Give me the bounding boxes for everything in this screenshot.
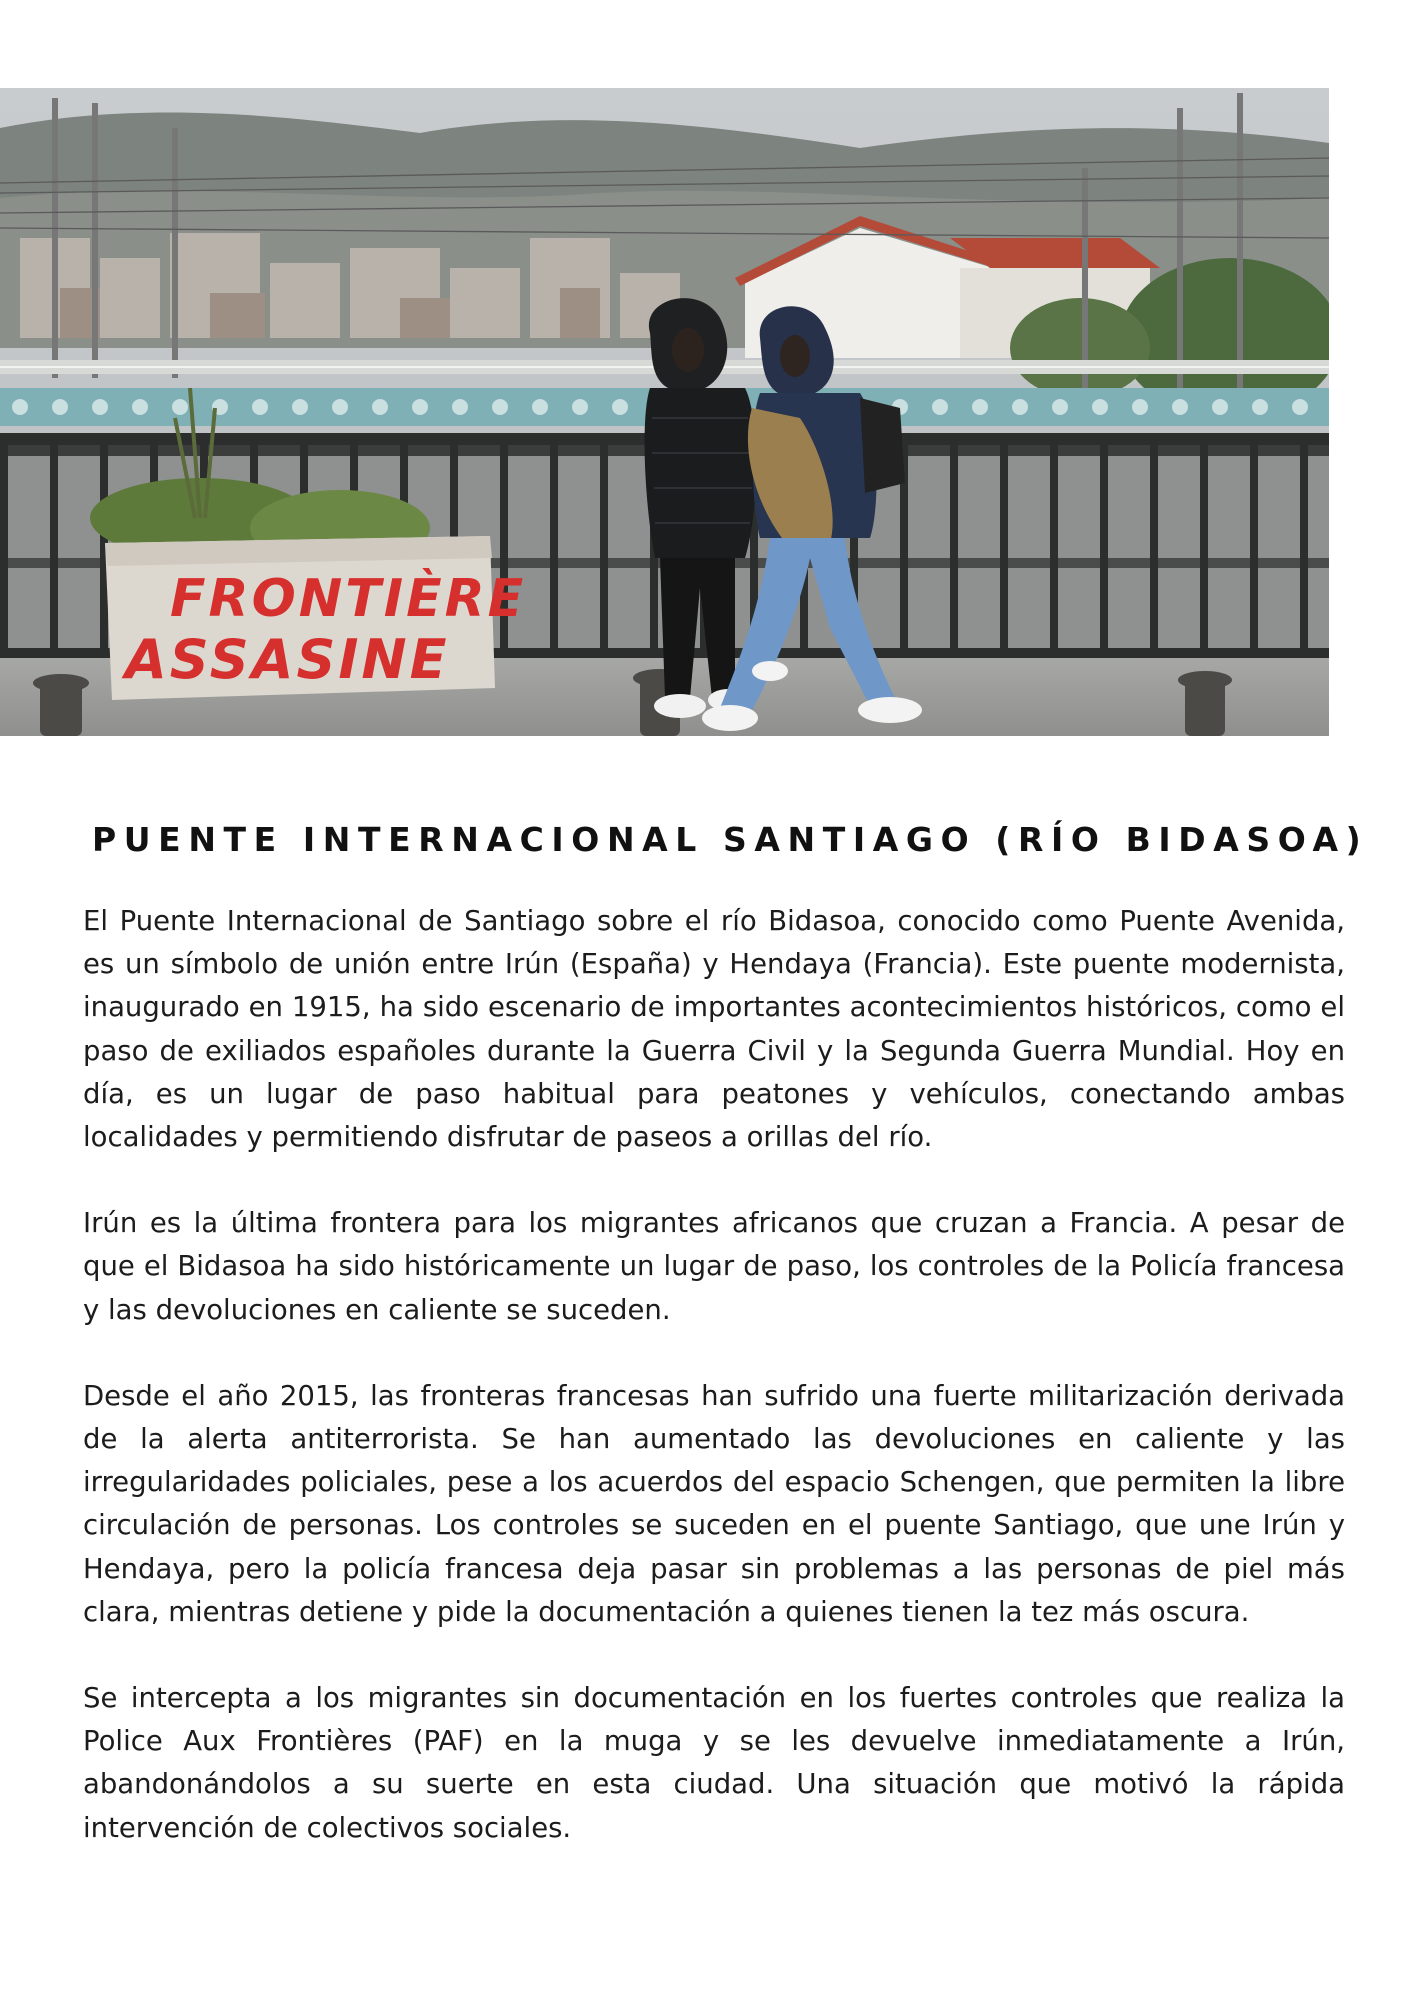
paragraph-1: El Puente Internacional de Santiago sobre el río Bidasoa, conocido como Puente Avenida, es un símbolo de unión entre Irún (España) y Hendaya (Francia). Este puente modernista, inaugurado en 1915, ha sido escenario de importantes acontecimientos históricos, como el paso de exiliados españoles durante la Guerra Civil y la Segunda Guerra Mundial. Hoy en día, es un lugar de paso habitual para peatones y vehículos, conectando ambas localidades y permitiendo disfrutar de paseos a orillas del río. (83, 905, 1345, 1154)
article-body (83, 900, 1345, 1893)
paragraph-3: Desde el año 2015, las fronteras francesas han sufrido una fuerte militarización derivada de la alerta antiterrorista. Se han aumentado las devoluciones en caliente y las irregularidades policiales, pese a los acuerdos del espacio Schengen, que permiten la libre circulación de personas. Los controles se suceden en el puente Santiago, que une Irún y Hendaya, pero la policía francesa deja pasar sin problemas a las personas de piel más clara, mientras detiene y pide la documentación a quienes tienen la tez más oscura. (83, 1379, 1345, 1628)
graffiti-text-line1: FRONTIÈRE (170, 569, 527, 629)
bridge-photo (0, 88, 1329, 736)
graffiti-text-line2: ASSASINE (125, 628, 450, 691)
paragraph-4: Se intercepta a los migrantes sin documentación en los fuertes controles que realiza la Police Aux Frontières (PAF) en la muga y se les devuelve inmediatamente a Irún, abandonándolos a su suerte en esta ciudad. Una situación que motivó la rápida intervención de colectivos sociales. (83, 1682, 1345, 1844)
paragraph-2: Irún es la última frontera para los migrantes africanos que cruzan a Francia. A pesar de que el Bidasoa ha sido históricamente un lugar de paso, los controles de la Policía francesa y las devoluciones en caliente se suceden. (83, 1207, 1345, 1326)
page-title: PUENTE INTERNACIONAL SANTIAGO (RÍO BIDASOA) (92, 820, 1369, 859)
